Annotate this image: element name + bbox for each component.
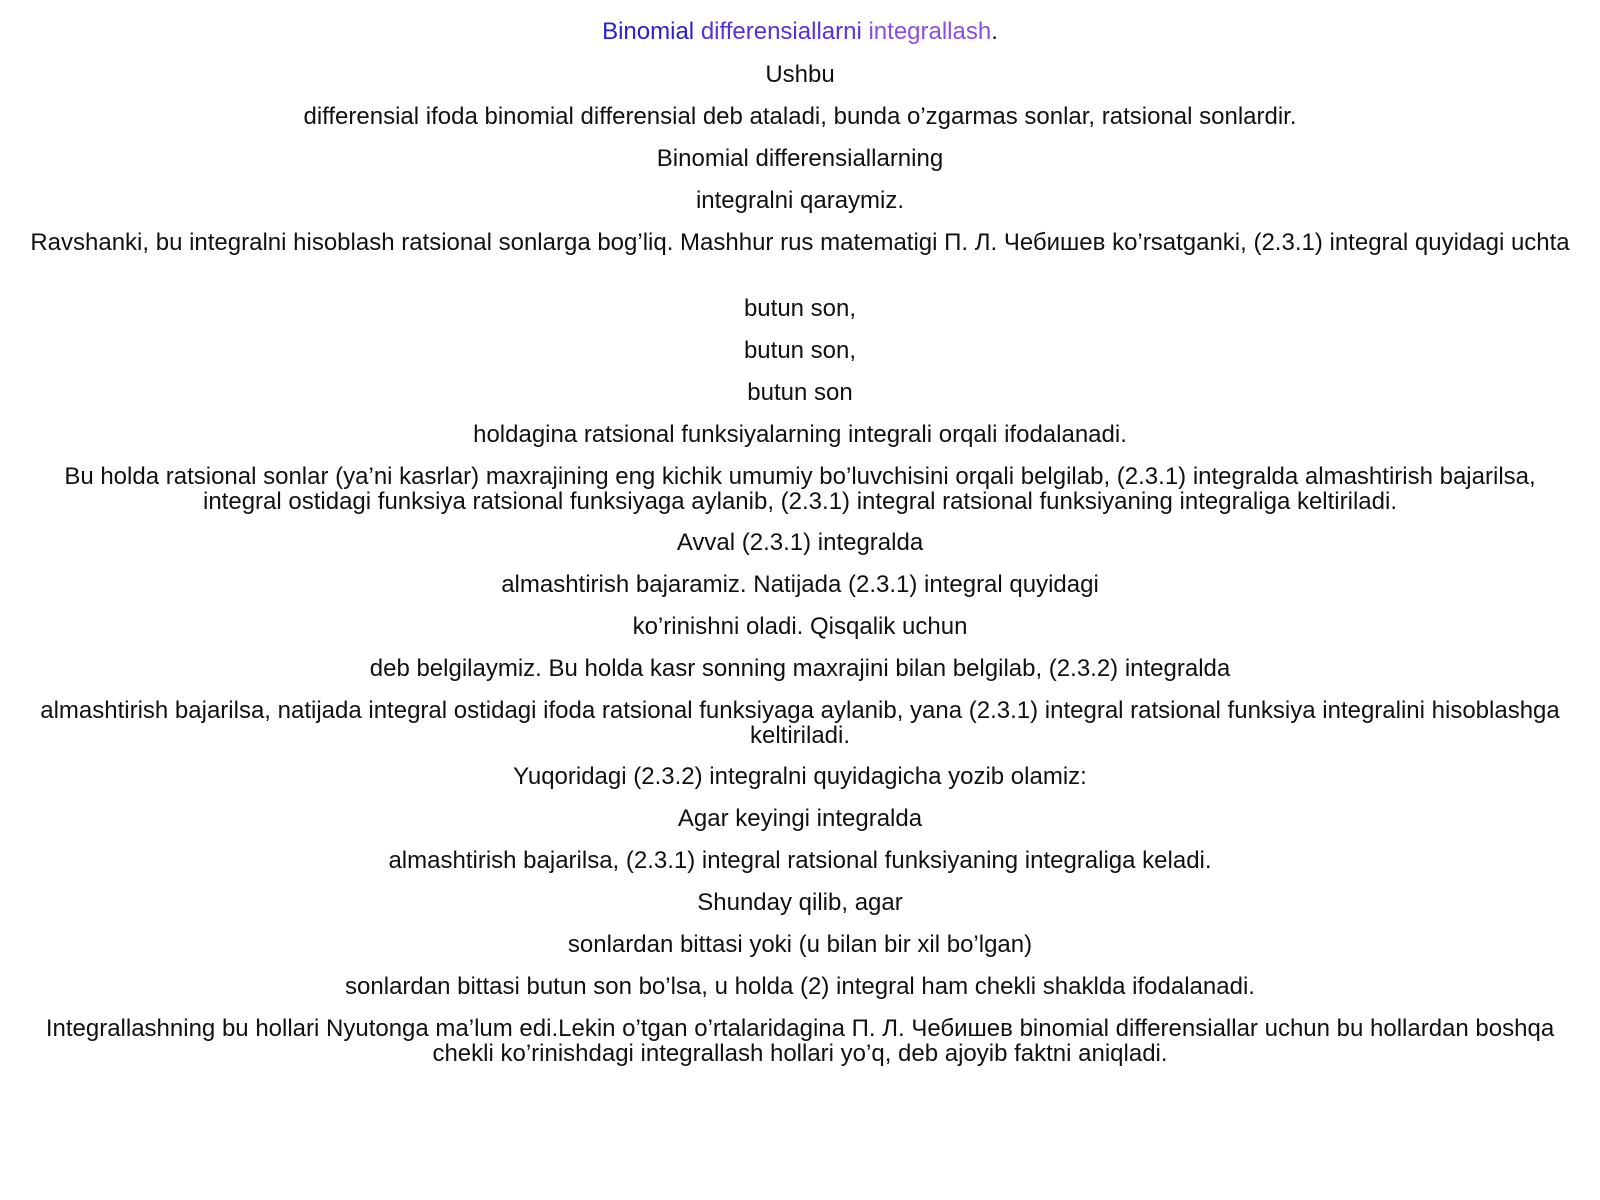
paragraph-6: butun son, bbox=[743, 295, 857, 322]
document-title bbox=[0, 16, 1600, 48]
paragraph-2: differensial ifoda binomial differensial deb ataladi, bunda o’zgarmas sonlar, ratsional sonlardir. bbox=[303, 103, 1297, 130]
paragraph-16: Yuqoridagi (2.3.2) integralni quyidagicha yozib olamiz: bbox=[513, 763, 1087, 790]
paragraph-1: Ushbu bbox=[765, 61, 835, 88]
paragraph-9: holdagina ratsional funksiyalarning integrali orqali ifodalanadi. bbox=[473, 421, 1127, 448]
title-word-differensiallarni: differensiallarni bbox=[700, 18, 862, 45]
title-word-integrallash: integrallash bbox=[868, 18, 992, 45]
paragraph-10: Bu holda ratsional sonlar (ya’ni kasrlar) maxrajining eng kichik umumiy bo’luvchisini orqali belgilab, (2.3.1) integralda almashtirish bajarilsa, integral ostidagi funksiya ratsional funksiyaga aylanib, (2.3.1) integral ratsional funksiyaning integraliga keltiriladi. bbox=[64, 463, 1536, 515]
paragraph-5: Ravshanki, bu integralni hisoblash ratsional sonlarga bog’liq. Mashhur rus matematigi П. Л. Чебишев ko’rsatganki, (2.3.1) integral quyidagi uchta bbox=[30, 229, 1570, 256]
paragraph-13: ko’rinishni oladi. Qisqalik uchun bbox=[632, 613, 968, 640]
paragraph-22: Integrallashning bu hollari Nyutonga ma’lum edi.Lekin o’tgan o’rtalaridagina П. Л. Чебишев binomial differensiallar uchun bu hollardan boshqa chekli ko’rinishdagi integrallash hollari yo’q, deb ajoyib faktni aniqladi. bbox=[45, 1015, 1555, 1067]
paragraph-7: butun son, bbox=[743, 337, 857, 364]
paragraph-15: almashtirish bajarilsa, natijada integral ostidagi ifoda ratsional funksiyaga aylanib, yana (2.3.1) integral ratsional funksiya integralini hisoblashga keltiriladi. bbox=[40, 697, 1560, 749]
paragraph-17: Agar keyingi integralda bbox=[677, 805, 923, 832]
paragraph-19: Shunday qilib, agar bbox=[697, 889, 903, 916]
paragraph-4: integralni qaraymiz. bbox=[695, 187, 905, 214]
title-word-binomial: Binomial bbox=[602, 18, 695, 45]
paragraph-11: Avval (2.3.1) integralda bbox=[676, 529, 924, 556]
paragraph-12: almashtirish bajaramiz. Natijada (2.3.1) integral quyidagi bbox=[501, 571, 1099, 598]
paragraph-3: Binomial differensiallarning bbox=[656, 145, 944, 172]
paragraph-21: sonlardan bittasi butun son bo’lsa, u holda (2) integral ham chekli shaklda ifodalanadi. bbox=[345, 973, 1255, 1000]
paragraph-8: butun son bbox=[747, 379, 853, 406]
paragraph-14: deb belgilaymiz. Bu holda kasr sonning maxrajini bilan belgilab, (2.3.2) integralda bbox=[369, 655, 1231, 682]
title-period: . bbox=[991, 18, 998, 45]
paragraph-20: sonlardan bittasi yoki (u bilan bir xil bo’lgan) bbox=[567, 931, 1033, 958]
paragraph-18: almashtirish bajarilsa, (2.3.1) integral ratsional funksiyaning integraliga keladi. bbox=[388, 847, 1212, 874]
